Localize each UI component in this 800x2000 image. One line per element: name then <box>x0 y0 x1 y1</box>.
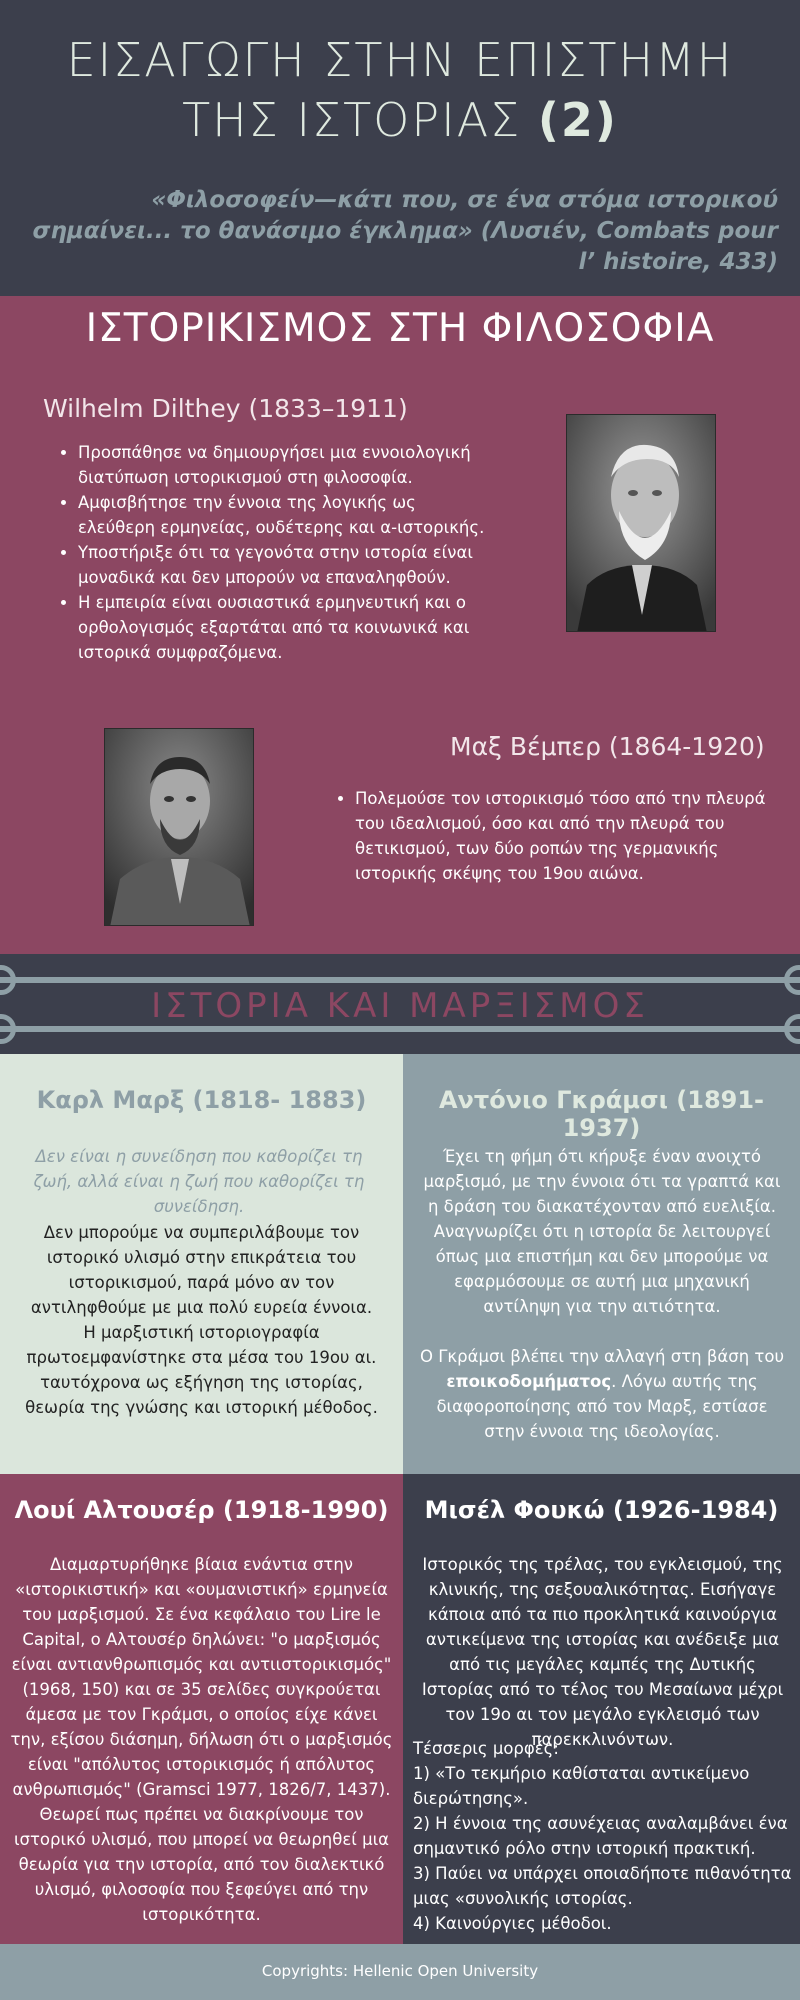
gramsci-name: Αντόνιο Γκράμσι (1891-1937) <box>438 1086 765 1142</box>
gramsci-panel <box>403 1054 800 1474</box>
forms-title: Τέσσερις μορφές: <box>413 1739 559 1758</box>
list-item: • Η εμπειρία είναι ουσιαστικά ερμηνευτική και ο ορθολογισμός εξαρτάται από τα κοινωνικά και ιστορικά συμφραζόμενα. <box>78 590 498 665</box>
marx-text: Δεν μπορούμε να συμπεριλάβουμε τον ιστορικό υλισμό στην επικράτεια του ιστορικισμού, παρά μόνο αν τον αντιληφθούμε με μια πολύ ευρεία έννοια. Η μαρξιστική ιστοριογραφία πρωτοεμφανίστηκε στα μέσα του 19ου αι. ταυτόχρονα ως εξήγηση της ιστορίας, θεωρία της γνώσης και ιστορική μέθοδος. <box>25 1223 378 1417</box>
list-item: 2) Η έννοια της ασυνέχειας αναλαμβάνει ένα σημαντικό ρόλο στην ιστορική πρακτική. <box>413 1814 788 1858</box>
weber-portrait-image <box>105 729 254 926</box>
foucault-panel <box>403 1474 800 1944</box>
foucault-text: Ιστορικός της τρέλας, του εγκλεισμού, της κλινικής, της σεξουαλικότητας. Εισήγαγε κάποια από τα πιο προκλητικά καινούργια αντικείμενα της ιστορίας και ανέδειξε μια από τις μεγάλες καμπές της Δυτικής Ιστορίας από το τέλος του Μεσαίωνα μέχρι τον 19ο αι τον μεγάλο εγκλεισμό των παρεκκλινόντων. <box>421 1555 784 1749</box>
althusser-text: Διαμαρτυρήθηκε βίαια ενάντια στην «ιστορικιστική» και «ουμανιστική» ερμηνεία του μαρξισμού. Σε ένα κεφάλαιο του Lire le Capital, ο Αλτουσέρ δηλώνει: "ο μαρξισμός είναι αντιανθρωπισμός και αντιιστορικισμός" (1968, 150) και σε 35 σελίδες συγκρούεται άμεσα με τον Γκράμσι, ο οποίος είχε κάνει την, εξίσου διάσημη, δήλωση ότι ο μαρξισμός είναι "απόλυτος ιστορικισμός ή απόλυτος ανθρωπισμός" (Gramsci 1977, 1826/7, 1437). Θεωρεί πως πρέπει να διακρίνουμε τον ιστορικό υλισμό, που μπορεί να θεωρηθεί μια θεωρία για την ιστορία, από τον διαλεκτικό υλισμό, φιλοσοφία που ξεφεύγει από την ιστορικότητα. <box>10 1555 393 1924</box>
dilthey-portrait-image <box>567 415 716 632</box>
gramsci-text-2-pre: Ο Γκράμσι βλέπει την αλλαγή στη βάση του <box>419 1347 784 1366</box>
list-item: • Πολεμούσε τον ιστορικισμό τόσο από την πλευρά του ιδεαλισμού, όσο και από την πλευρά του θετικισμού, των δύο ροπών της γερμανικής ιστορικής σκέψης του 19ου αιώνα. <box>355 786 775 886</box>
quote-line: «Φιλοσοφείν—κάτι που, σε ένα στόμα ιστορικού <box>151 187 778 213</box>
dilthey-portrait <box>566 414 716 632</box>
marx-panel <box>0 1054 403 1474</box>
list-item: • Αμφισβήτησε την έννοια της λογικής ως ελεύθερη ερμηνείας, ουδέτερης και α-ιστορικής. <box>78 490 498 540</box>
quote-line: σημαίνει... το θανάσιμο έγκλημα» (Λυσιέν, Combats pour <box>32 218 778 244</box>
title-number: (2) <box>537 93 618 147</box>
list-item: 3) Παύει να υπάρχει οποιαδήποτε πιθανότητα μιας «συνολικής ιστορίας. <box>413 1864 792 1908</box>
page-title <box>0 30 800 150</box>
foucault-forms <box>413 1736 793 1936</box>
gramsci-text-1: Έχει τη φήμη ότι κήρυξε έναν ανοιχτό μαρξισμό, με την έννοια ότι τα γραπτά και η δράση του διακατέχονταν από ευελιξία. Αναγνωρίζει ότι η ιστορία δε λειτουργεί όπως μια επιστήμη και δεν μπορούμε να εφαρμόσουμε σε αυτή μια μηχανική αντίληψη για την αιτιότητα. <box>423 1147 781 1316</box>
footer <box>0 1944 800 2000</box>
title-line-2-text: ΤΗΣ ΙΣΤΟΡΙΑΣ <box>182 93 522 147</box>
title-line-1: ΕΙΣΑΓΩΓΗ ΣΤΗΝ ΕΠΙΣΤΗΜΗ <box>66 33 734 87</box>
list-item: • Υποστήριξε ότι τα γεγονότα στην ιστορία είναι μοναδικά και δεν μπορούν να επαναληφθούν. <box>78 540 498 590</box>
marx-quote: Δεν είναι η συνείδηση που καθορίζει τη ζωή, αλλά είναι η ζωή που καθορίζει τη συνείδηση. <box>33 1147 365 1216</box>
gramsci-text-2-post: . Λόγω αυτής της διαφοροποίησης από τον Μαρξ, εστίασε στην έννοια της ιδεολογίας. <box>436 1372 768 1441</box>
althusser-name: Λουί Αλτουσέρ (1918-1990) <box>14 1496 389 1524</box>
gramsci-text-2-bold: εποικοδομήματος <box>446 1372 612 1391</box>
marx-name: Καρλ Μαρξ (1818- 1883) <box>36 1086 367 1114</box>
historicism-section <box>0 296 800 954</box>
header <box>0 0 800 296</box>
header-quote <box>18 185 778 278</box>
title-line-2 <box>0 90 800 150</box>
banner-rail-top <box>0 977 800 983</box>
gramsci-text-2 <box>417 1344 787 1444</box>
weber-portrait <box>104 728 254 926</box>
banner-rail-bottom <box>0 1026 800 1032</box>
althusser-panel <box>0 1474 403 1944</box>
copyright-text: Copyrights: Hellenic Open University <box>261 1962 539 1980</box>
list-item: 4) Καινούργιες μέθοδοι. <box>413 1914 612 1933</box>
marxism-banner <box>0 954 800 1054</box>
weber-points <box>355 786 775 886</box>
weber-name: Μαξ Βέμπερ (1864-1920) <box>450 732 765 761</box>
foucault-name: Μισέλ Φουκώ (1926-1984) <box>424 1496 779 1524</box>
marxism-title: ΙΣΤΟΡΙΑ ΚΑΙ ΜΑΡΞΙΣΜΟΣ <box>151 986 649 1026</box>
section-title: ΙΣΤΟΡΙΚΙΣΜΟΣ ΣΤΗ ΦΙΛΟΣΟΦΙΑ <box>85 306 715 351</box>
dilthey-points <box>78 440 498 665</box>
dilthey-name: Wilhelm Dilthey (1833–1911) <box>43 394 408 423</box>
quote-line: l’ histoire, 433) <box>578 249 778 275</box>
list-item: • Προσπάθησε να δημιουργήσει μια εννοιολογική διατύπωση ιστορικισμού στη φιλοσοφία. <box>78 440 498 490</box>
list-item: 1) «Το τεκμήριο καθίσταται αντικείμενο διερώτησης». <box>413 1764 750 1808</box>
